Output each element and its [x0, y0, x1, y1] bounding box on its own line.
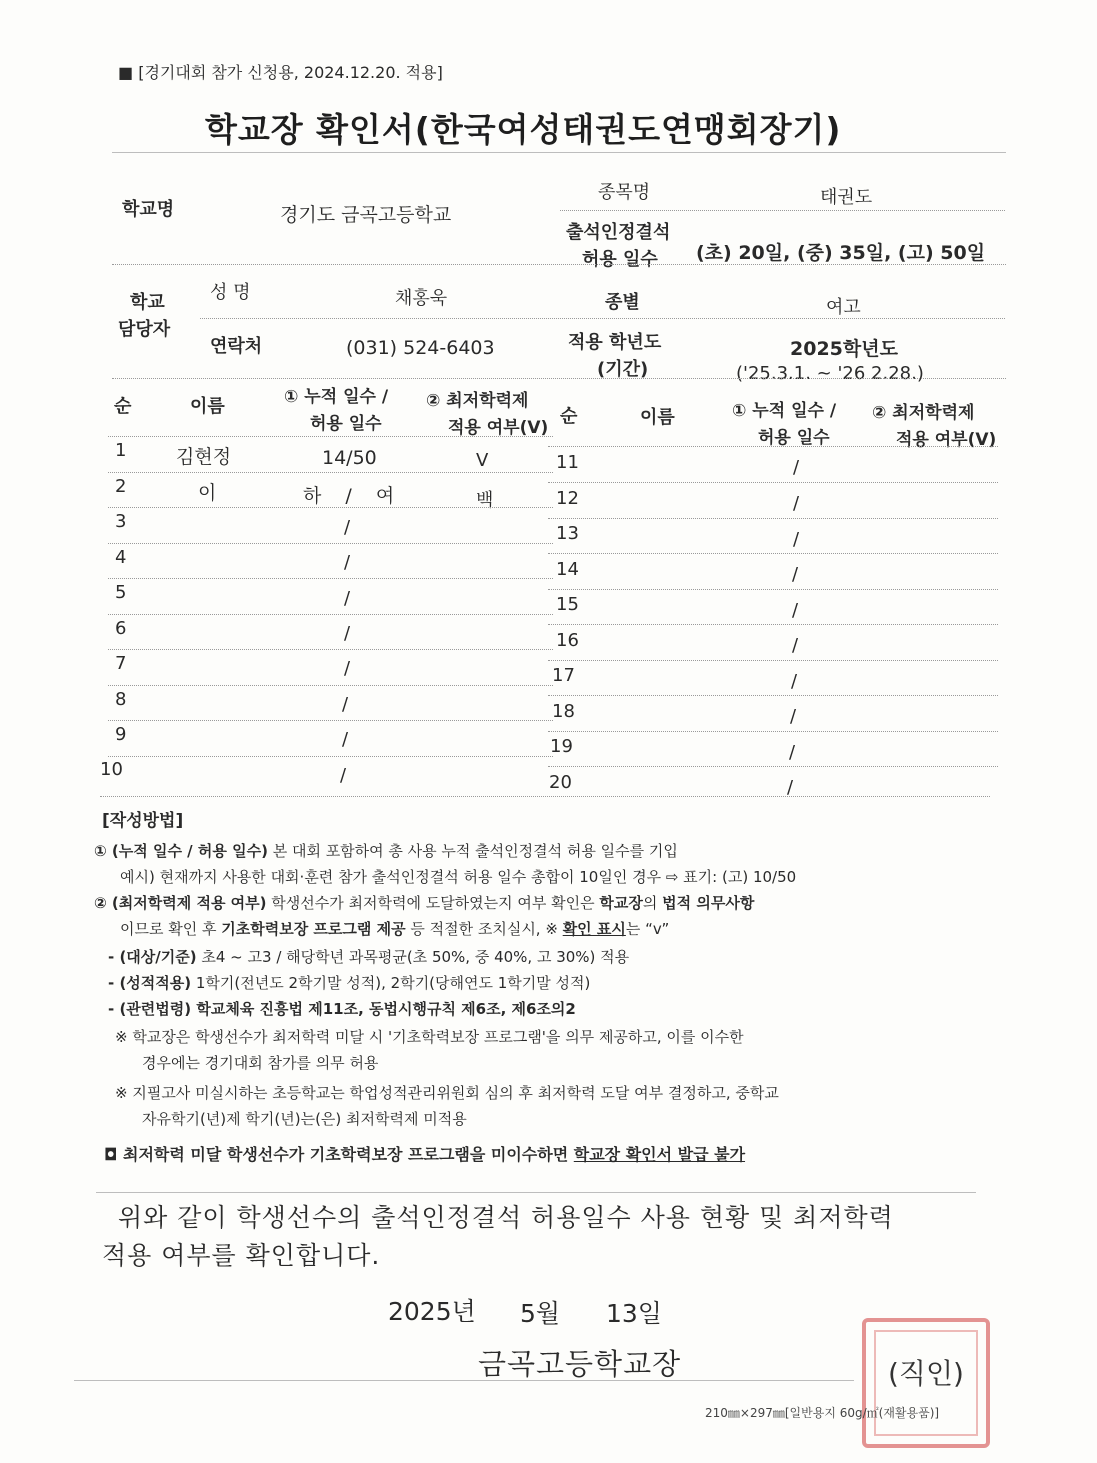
method-sub-2	[108, 972, 590, 993]
row-days: /	[789, 742, 796, 763]
method-note-1-line1: ※ 학교장은 학생선수가 최저학력 미달 시 '기초학력보장 프로그램'을 의무 제공하고, 이를 이수한	[115, 1028, 744, 1046]
col-min-right-1: ② 최저학력제	[872, 403, 975, 423]
warning-line	[104, 1142, 745, 1165]
row-no: 7	[115, 653, 127, 674]
method-item-2-text: 의	[642, 894, 663, 912]
col-days-left-2: 허용 일수	[310, 414, 382, 434]
method-note-2-line2: 자유학기(년)제 학기(년)는(은) 최저학력제 미적용	[142, 1110, 467, 1128]
row-min: 백	[476, 490, 494, 511]
row-no: 2	[115, 476, 127, 497]
method-sub-head: - (성적적용)	[108, 974, 192, 992]
row-no: 9	[115, 724, 127, 745]
col-days-right-2: 허용 일수	[758, 428, 830, 448]
row-days: /	[792, 635, 799, 656]
page-title: 학교장 확인서(한국여성태권도연맹회장기)	[205, 110, 842, 149]
contact-value: (031) 524-6403	[346, 337, 495, 359]
confirmation-line-2: 적용 여부를 확인합니다.	[102, 1241, 381, 1270]
method-item-2-text: 는 “v”	[625, 920, 670, 938]
col-min-left-1: ② 최저학력제	[426, 391, 529, 411]
row-no: 6	[115, 618, 127, 639]
row-no: 5	[115, 582, 127, 603]
col-min-left-2: 적용 여부(V)	[448, 418, 549, 438]
manager-label-1: 학교	[130, 292, 165, 313]
year-label-2: (기간)	[597, 359, 649, 380]
row-no: 4	[115, 547, 127, 568]
row-days: /	[344, 517, 351, 538]
row-no: 13	[556, 523, 579, 544]
row-no: 16	[556, 630, 579, 651]
row-days: /	[344, 552, 351, 573]
row-days: /	[790, 706, 797, 727]
row-days: /	[340, 765, 347, 786]
row-days: /	[344, 623, 351, 644]
method-item-2-emph: 법적 의무사항	[662, 894, 755, 912]
row-no: 8	[115, 689, 127, 710]
row-days: /	[793, 529, 800, 550]
row-no: 15	[556, 594, 579, 615]
name-label: 성 명	[210, 282, 251, 303]
seal-label: (직인)	[888, 1357, 964, 1390]
row-days: /	[344, 658, 351, 679]
row-name: 이	[198, 482, 217, 504]
method-sub-head: - (대상/기준)	[108, 948, 197, 966]
row-no: 11	[556, 452, 579, 473]
method-item-2-text: 학생선수가 최저학력에 도달하였는지 여부 확인은	[266, 894, 600, 912]
col-days-left-1: ① 누적 일수 /	[284, 387, 389, 407]
method-sub-1	[108, 946, 629, 967]
year-label-1: 적용 학년도	[568, 332, 662, 353]
date-day: 13일	[606, 1299, 662, 1328]
confirmation-line-1: 위와 같이 학생선수의 출석인정결석 허용일수 사용 현황 및 최저학력	[118, 1203, 894, 1232]
header-note: ■ [경기대회 참가 신청용, 2024.12.20. 적용]	[118, 63, 443, 82]
row-days: /	[344, 588, 351, 609]
row-min: V	[476, 450, 489, 471]
method-item-2-head: ② (최저학력제 적용 여부)	[94, 894, 267, 912]
row-no: 12	[556, 488, 579, 509]
method-item-1-example: 예시) 현재까지 사용한 대회·훈련 참가 출석인정결석 허용 일수 총합이 10일인 경우 ⇨ 표기: (고) 10/50	[120, 868, 797, 886]
row-name: 김현정	[176, 446, 232, 468]
row-no: 18	[552, 701, 575, 722]
event-value: 태권도	[820, 187, 873, 208]
manager-label-2: 담당자	[118, 319, 171, 340]
gender-label: 종별	[605, 292, 640, 313]
row-days: /	[792, 564, 799, 585]
row-days: /	[791, 671, 798, 692]
method-title: [작성방법]	[102, 811, 184, 831]
row-no: 14	[556, 559, 579, 580]
method-item-2	[94, 892, 754, 913]
attendance-label-2: 허용 일수	[582, 249, 658, 270]
method-sub-3	[108, 998, 576, 1019]
school-label: 학교명	[122, 199, 175, 220]
method-sub-head: - (관련법령)	[108, 1000, 192, 1018]
row-days: /	[792, 600, 799, 621]
contact-label: 연락처	[210, 336, 263, 357]
gender-value: 여고	[826, 297, 861, 318]
warning-text: ◘ 최저학력 미달 학생선수가 기초학력보장 프로그램을 미이수하면	[104, 1145, 574, 1164]
method-item-1	[94, 840, 678, 861]
method-item-2-emph: 학교장	[599, 894, 643, 912]
row-days: 하 / 여	[303, 485, 395, 507]
year-period: ('25.3.1. ~ '26 2.28.)	[736, 363, 924, 384]
method-sub-text: 초4 ~ 고3 / 해당학년 과목평균(초 50%, 중 40%, 고 30%) 적용	[196, 948, 630, 966]
method-sub-text: 1학기(전년도 2학기말 성적), 2학기(당해연도 1학기말 성적)	[191, 974, 591, 992]
col-name-right: 이름	[640, 407, 675, 428]
name-value: 채홍욱	[395, 288, 448, 309]
col-no-right: 순	[560, 406, 578, 427]
row-no: 19	[550, 736, 573, 757]
date-month: 5월	[520, 1299, 561, 1328]
row-days: /	[342, 694, 349, 715]
method-item-2-line2	[120, 918, 669, 939]
row-no: 1	[115, 440, 127, 461]
attendance-label-1: 출석인정결석	[566, 222, 671, 243]
method-item-2-emph: 기초학력보장 프로그램 제공	[221, 920, 406, 938]
method-note-2-line1: ※ 지필고사 미실시하는 초등학교는 학업성적관리위원회 심의 후 최저학력 도달 여부 결정하고, 중학교	[115, 1084, 779, 1102]
method-note-1-line2: 경우에는 경기대회 참가를 의무 허용	[142, 1054, 379, 1072]
row-no: 20	[549, 772, 572, 793]
method-item-1-head: ① (누적 일수 / 허용 일수)	[94, 842, 268, 860]
row-days: /	[793, 493, 800, 514]
method-item-2-emph: 확인 표시	[562, 920, 626, 938]
row-days: /	[787, 777, 794, 798]
school-value: 경기도 금곡고등학교	[280, 204, 452, 226]
col-name-left: 이름	[190, 396, 225, 417]
footer-note: 210㎜×297㎜[일반용지 60g/㎡(재활용품)]	[705, 1406, 940, 1420]
method-item-2-text: 이므로 확인 후	[120, 920, 222, 938]
method-item-1-text: 본 대회 포함하여 총 사용 누적 출석인정결석 허용 일수를 기입	[267, 842, 678, 860]
signer-name: 금곡고등학교장	[478, 1347, 682, 1381]
row-days: /	[342, 729, 349, 750]
col-no-left: 순	[114, 396, 132, 417]
row-no: 3	[115, 511, 127, 532]
method-item-2-text: 등 적절한 조치실시, ※	[405, 920, 563, 938]
warning-emph: 학교장 확인서 발급 불가	[573, 1145, 746, 1164]
row-no: 17	[552, 665, 575, 686]
date-year: 2025년	[388, 1297, 476, 1326]
attendance-value: (초) 20일, (중) 35일, (고) 50일	[696, 242, 986, 264]
row-no: 10	[100, 759, 123, 780]
row-days: /	[793, 457, 800, 478]
row-days: 14/50	[322, 447, 377, 469]
event-label: 종목명	[598, 182, 651, 203]
col-days-right-1: ① 누적 일수 /	[732, 401, 837, 421]
col-min-right-2: 적용 여부(V)	[896, 430, 997, 450]
year-value: 2025학년도	[790, 338, 898, 360]
method-sub-text: 학교체육 진흥법 제11조, 동법시행규칙 제6조, 제6조의2	[191, 1000, 576, 1018]
